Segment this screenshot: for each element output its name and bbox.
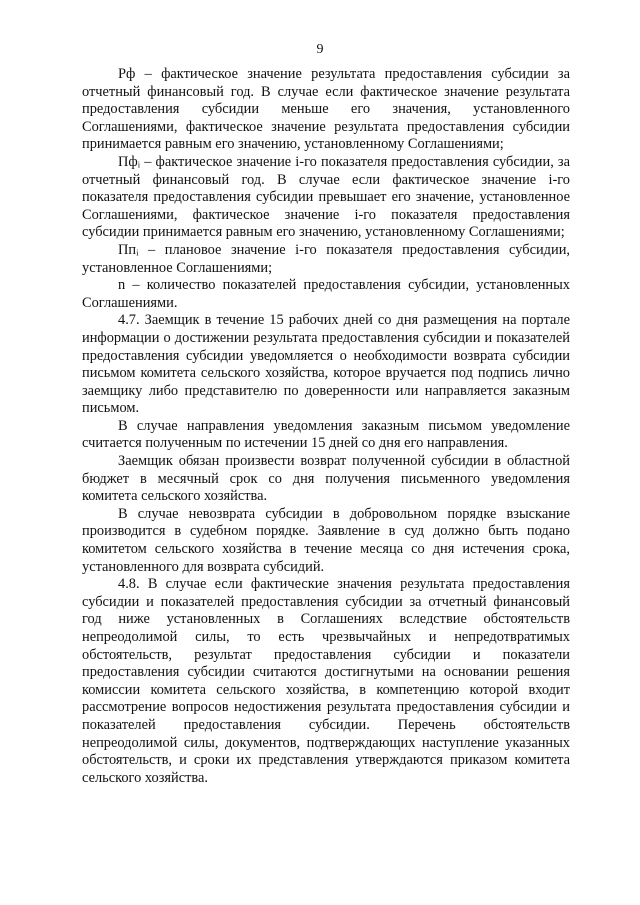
paragraph-4-7: 4.7. Заемщик в течение 15 рабочих дней со дня размещения на портале информации о достижении результата предоставления субсидии и показателей предоставления субсидии уведомляется о необходимости возврата субсидии письмом комитета сельского хозяйства, которое вручается под подпись лично заемщику либо представителю по доверенности или направляется заказным письмом. [82,312,570,417]
paragraph-rf-definition: Рф – фактическое значение результата предоставления субсидии за отчетный финансовый год. В случае если фактическое значение результата предоставления субсидии меньше его значения, установленного Соглашениями, фактическое значение результата предоставления субсидии принимается равным его значению, установленному Соглашениями; [82,66,570,153]
paragraph-pp-definition: Ппᵢ – плановое значение i-го показателя предоставления субсидии, установленное Соглашениями; [82,241,570,276]
paragraph-court-recovery: В случае невозврата субсидии в добровольном порядке взыскание производится в судебном порядке. Заявление в суд должно быть подано комитетом сельского хозяйства в течение месяца со дня истечения срока, установленного для возврата субсидий. [82,505,570,575]
paragraph-pf-definition: Пфᵢ – фактическое значение i-го показателя предоставления субсидии, за отчетный финансовый год. В случае если фактическое значение i-го показателя предоставления субсидии превышает его значение, установленное Соглашениями, фактическое значение i-го показателя предоставления субсидии принимается равным его значению, установленному Соглашениями; [82,153,570,241]
page-number: 9 [316,42,324,57]
paragraph-n-definition: n – количество показателей предоставления субсидии, установленных Соглашениями. [82,277,570,311]
paragraph-return-obligation: Заемщик обязан произвести возврат полученной субсидии в областной бюджет в месячный срок со дня получения письменного уведомления комитета сельского хозяйства. [82,453,570,505]
document-body [82,66,570,787]
paragraph-registered-letter: В случае направления уведомления заказным письмом уведомление считается полученным по истечении 15 дней со дня его направления. [82,417,570,452]
paragraph-4-8: 4.8. В случае если фактические значения результата предоставления субсидии и показателей предоставления субсидии за отчетный финансовый год ниже установленных в Соглашениях вследствие обстоятельств непреодолимой силы, то есть чрезвычайных и непредотвратимых обстоятельств, результат предоставления субсидии и показатели предоставления субсидии считаются достигнутыми на основании решения комиссии комитета сельского хозяйства, в компетенцию которой входит рассмотрение вопросов недостижения результата предоставления субсидии и показателей предоставления субсидии. Перечень обстоятельств непреодолимой силы, документов, подтверждающих наступление указанных обстоятельств, и сроки их представления утверждаются приказом комитета сельского хозяйства. [82,576,570,786]
